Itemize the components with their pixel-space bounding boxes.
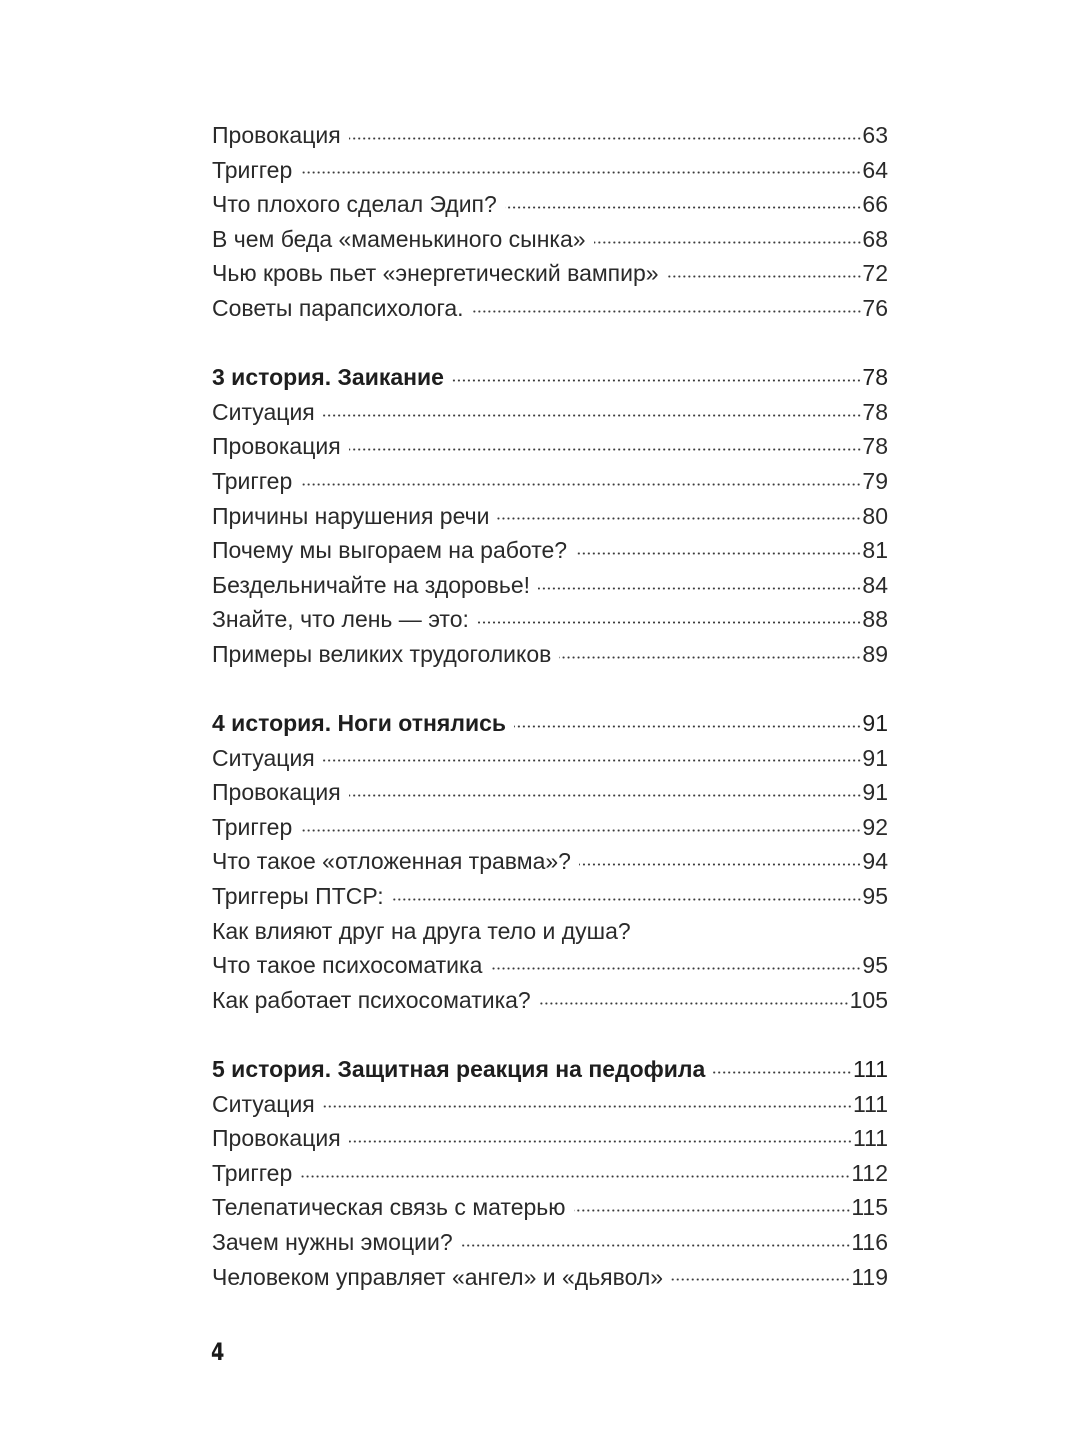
toc-section-story-4 [212, 706, 888, 1017]
dot-leader [477, 612, 862, 634]
toc-entry[interactable] [212, 844, 888, 879]
toc-entry-page: 78 [862, 433, 888, 460]
toc-entry-title: Советы парапсихолога. [212, 294, 464, 321]
dot-leader [300, 473, 861, 495]
toc-entry[interactable] [212, 291, 888, 326]
toc-entry-page: 89 [862, 640, 888, 667]
toc-entry[interactable] [212, 256, 888, 291]
toc-entry-title: Ситуация [212, 744, 315, 771]
toc-entry-page: 64 [862, 156, 888, 183]
toc-entry-page: 78 [862, 398, 888, 425]
toc-entry-title: Телепатическая связь с матерью [212, 1194, 566, 1221]
toc-entry-title: Причины нарушения речи [212, 502, 490, 529]
toc-entry[interactable] [212, 533, 888, 568]
dot-leader [539, 992, 849, 1014]
dot-leader [349, 1131, 852, 1153]
toc-entry-page: 115 [851, 1194, 888, 1221]
toc-entry-page: 116 [851, 1229, 888, 1255]
toc-entry-page: 94 [862, 848, 888, 875]
toc-entry[interactable] [212, 499, 888, 534]
toc-entry-title: Бездельничайте на здоровье! [212, 571, 531, 598]
table-of-contents [212, 118, 888, 1329]
dot-leader [461, 1234, 851, 1256]
toc-entry[interactable] [212, 602, 888, 637]
toc-entry-page: 91 [862, 779, 888, 806]
toc-entry[interactable] [212, 775, 888, 810]
toc-entry-page: 111 [853, 1125, 888, 1152]
toc-entry-title: Чью кровь пьет «энергетический вампир» [212, 260, 659, 287]
toc-entry-page: 63 [862, 122, 888, 148]
toc-entry-page: 72 [862, 260, 888, 287]
toc-entry[interactable] [212, 1156, 888, 1191]
toc-entry[interactable] [212, 914, 888, 949]
dot-leader [538, 577, 861, 599]
toc-entry-page: 95 [862, 883, 888, 910]
toc-entry-title: Ситуация [212, 398, 315, 425]
dot-leader [514, 715, 861, 737]
dot-leader [300, 162, 861, 184]
dot-leader [490, 958, 861, 980]
toc-entry-page: 92 [862, 813, 888, 840]
toc-heading-page: 91 [862, 710, 888, 737]
toc-section-story-3 [212, 360, 888, 671]
toc-chapter-heading[interactable] [212, 1052, 888, 1087]
toc-entry[interactable] [212, 568, 888, 603]
dot-leader [497, 508, 861, 530]
toc-entry-title: Примеры великих трудоголиков [212, 640, 552, 667]
toc-entry-page: 112 [851, 1159, 888, 1186]
dot-leader [323, 1096, 852, 1118]
toc-entry-title: Триггер [212, 1159, 293, 1186]
dot-leader [349, 439, 862, 461]
dot-leader [579, 854, 861, 876]
toc-heading-page: 78 [862, 364, 888, 391]
page-number: 4 [211, 1338, 225, 1366]
toc-entry-page: 66 [862, 191, 888, 218]
dot-leader [594, 231, 862, 253]
toc-entry-page: 111 [853, 1090, 888, 1117]
toc-entry-page: 76 [862, 294, 888, 321]
toc-heading-title: 3 история. Заикание [212, 364, 444, 391]
dot-leader [300, 819, 861, 841]
dot-leader [559, 646, 861, 668]
toc-entry-title: Триггер [212, 467, 293, 494]
toc-entry-title: Триггеры ПТСР: [212, 883, 384, 910]
toc-entry-title: Провокация [212, 1125, 341, 1152]
toc-entry-page: 95 [862, 952, 888, 979]
dot-leader [713, 1061, 852, 1083]
toc-heading-title: 5 история. Защитная реакция на педофила [212, 1056, 706, 1083]
dot-leader [667, 266, 862, 288]
toc-entry-title: Триггер [212, 813, 293, 840]
toc-chapter-heading[interactable] [212, 706, 888, 741]
toc-entry[interactable] [212, 464, 888, 499]
toc-entry[interactable] [212, 983, 888, 1018]
dot-leader [300, 1165, 850, 1187]
toc-entry-title: Зачем нужны эмоции? [212, 1229, 453, 1255]
toc-entry-title: В чем беда «маменькиного сынка» [212, 225, 586, 252]
toc-entry-title: Триггер [212, 156, 293, 183]
toc-entry-page: 105 [849, 986, 888, 1013]
toc-section-continuation [212, 118, 888, 326]
toc-entry-title: Что такое психосоматика [212, 952, 483, 979]
toc-entry-page: 88 [862, 606, 888, 633]
toc-entry[interactable] [212, 1121, 888, 1156]
toc-entry-title: Почему мы выгораем на работе? [212, 537, 568, 564]
dot-leader [575, 542, 861, 564]
toc-entry-page: 81 [862, 537, 888, 564]
dot-leader [472, 300, 862, 322]
toc-entry[interactable] [212, 741, 888, 776]
toc-entry[interactable] [212, 222, 888, 257]
dot-leader [349, 785, 862, 807]
toc-entry[interactable] [212, 1225, 888, 1260]
toc-entry-title: Знайте, что лень — это: [212, 606, 469, 633]
toc-entry-title: Что плохого сделал Эдип? [212, 191, 497, 218]
dot-leader [452, 369, 861, 391]
toc-entry-page: 79 [862, 467, 888, 494]
dot-leader [323, 750, 862, 772]
toc-entry-page: 91 [862, 744, 888, 771]
toc-entry[interactable] [212, 879, 888, 914]
toc-entry[interactable] [212, 637, 888, 672]
toc-entry-title: Как работает психосоматика? [212, 986, 531, 1013]
dot-leader [574, 1200, 851, 1222]
toc-entry[interactable] [212, 810, 888, 845]
toc-heading-page: 111 [853, 1056, 888, 1083]
toc-entry[interactable] [212, 153, 888, 188]
toc-entry[interactable] [212, 429, 888, 464]
dot-leader [671, 1269, 850, 1291]
dot-leader [505, 196, 862, 218]
toc-entry[interactable] [212, 1087, 888, 1122]
toc-entry-page: 119 [851, 1263, 888, 1290]
toc-entry[interactable] [212, 1190, 888, 1225]
toc-entry[interactable] [212, 395, 888, 430]
toc-entry[interactable] [212, 1260, 888, 1295]
dot-leader [392, 888, 862, 910]
toc-entry[interactable] [212, 118, 888, 153]
toc-entry-page: 68 [862, 225, 888, 252]
dot-leader [349, 127, 862, 149]
toc-chapter-heading[interactable] [212, 360, 888, 395]
toc-entry-title: Провокация [212, 122, 341, 148]
toc-entry[interactable] [212, 948, 888, 983]
toc-entry-page: 80 [862, 502, 888, 529]
toc-heading-title: 4 история. Ноги отнялись [212, 710, 507, 737]
toc-entry-title: Провокация [212, 433, 341, 460]
dot-leader [323, 404, 862, 426]
toc-section-story-5 [212, 1052, 888, 1294]
toc-entry-title: Что такое «отложенная травма»? [212, 848, 571, 875]
toc-entry-title: Ситуация [212, 1090, 315, 1117]
toc-entry[interactable] [212, 187, 888, 222]
toc-entry-title: Провокация [212, 779, 341, 806]
toc-entry-page: 84 [862, 571, 888, 598]
toc-entry-title: Как влияют друг на друга тело и душа? [212, 917, 631, 944]
toc-entry-title: Человеком управляет «ангел» и «дьявол» [212, 1263, 664, 1290]
